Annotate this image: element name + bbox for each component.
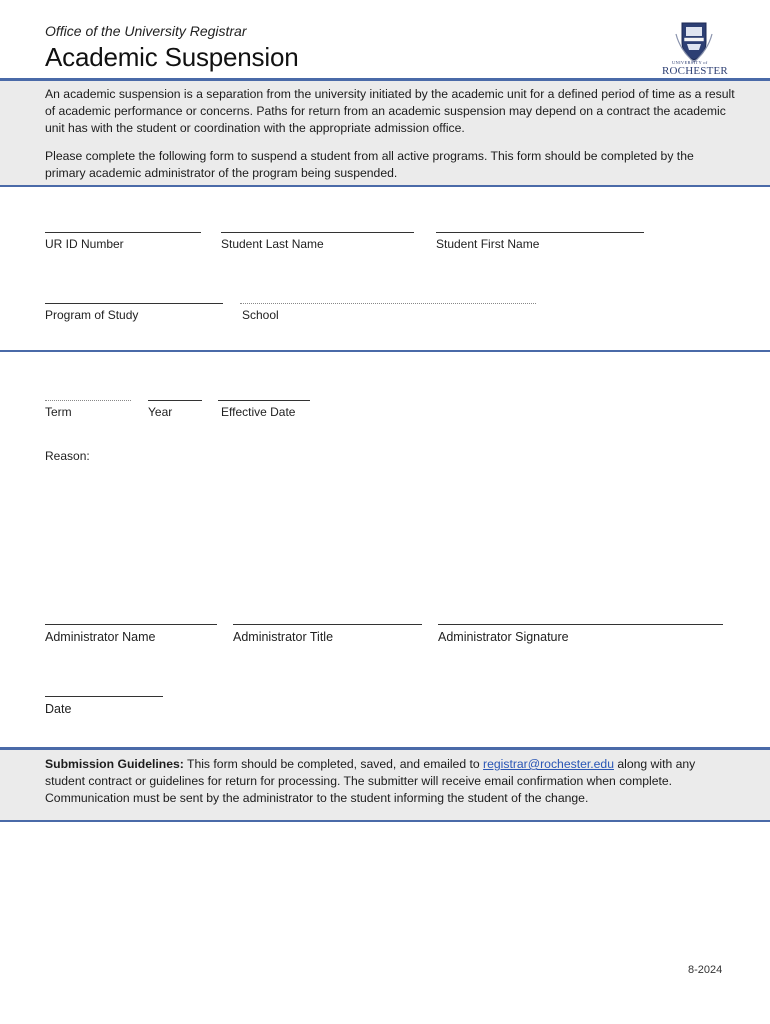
student-last-name-label: Student Last Name — [221, 237, 324, 251]
date-field[interactable] — [45, 684, 163, 716]
school-field[interactable] — [240, 291, 536, 322]
school-select[interactable] — [240, 303, 536, 304]
student-first-name-label: Student First Name — [436, 237, 540, 251]
administrator-name-line[interactable] — [45, 624, 217, 625]
intro-paragraph-2: Please complete the following form to suspend a student from all active programs. This form should be completed by the primary academic administrator of the program being suspended. — [45, 149, 694, 180]
administrator-signature-line[interactable] — [438, 624, 723, 625]
university-logo — [660, 20, 728, 78]
intro-paragraph-1: An academic suspension is a separation from the university initiated by the academic unit for a defined period of time as a result of academic performance or concerns. Paths for return from an academic suspension may depend on a contract the academic unit has with the student or coordination with the appropriate admission office. — [45, 87, 735, 135]
administrator-title-label: Administrator Title — [233, 630, 334, 644]
administrator-name-label: Administrator Name — [45, 630, 156, 644]
section-divider — [0, 350, 770, 352]
administrator-name-field[interactable] — [45, 612, 217, 644]
term-field[interactable] — [45, 388, 131, 419]
revision-date: 8-2024 — [688, 964, 723, 976]
effective-date-field[interactable] — [218, 388, 310, 419]
term-select[interactable] — [45, 400, 131, 401]
year-line[interactable] — [148, 400, 202, 401]
program-of-study-label: Program of Study — [45, 308, 139, 322]
student-first-name-field[interactable] — [436, 220, 644, 251]
student-last-name-line[interactable] — [221, 232, 414, 233]
administrator-signature-field[interactable] — [438, 612, 723, 644]
logo-text-main: ROCHESTER — [662, 65, 728, 77]
submission-text-before: This form should be completed, saved, and emailed to — [183, 757, 484, 771]
administrator-signature-label: Administrator Signature — [438, 630, 569, 644]
term-label: Term — [45, 405, 72, 419]
year-field[interactable] — [148, 388, 202, 419]
ur-id-line[interactable] — [45, 232, 201, 233]
submission-text-after: along with any student contract or guidelines for return for processing. The submitter will receive email confirmation when complete. Communication must be sent by the administrator to the student informing the student of the change. — [45, 757, 696, 805]
year-label: Year — [148, 405, 173, 419]
student-last-name-field[interactable] — [221, 220, 414, 251]
ur-id-label: UR ID Number — [45, 237, 124, 251]
date-line[interactable] — [45, 696, 163, 697]
registrar-email-link[interactable]: registrar@rochester.edu — [483, 757, 614, 771]
administrator-title-line[interactable] — [233, 624, 422, 625]
effective-date-line[interactable] — [218, 400, 310, 401]
submission-heading: Submission Guidelines: — [45, 757, 184, 771]
school-label: School — [242, 308, 279, 322]
program-of-study-field[interactable] — [45, 291, 223, 322]
program-of-study-line[interactable] — [45, 303, 223, 304]
student-first-name-line[interactable] — [436, 232, 644, 233]
form-title: Academic Suspension — [45, 42, 299, 72]
date-label: Date — [45, 702, 72, 716]
administrator-title-field[interactable] — [233, 612, 422, 644]
ur-id-field[interactable] — [45, 220, 201, 251]
reason-textarea[interactable] — [45, 468, 725, 598]
reason-label: Reason: — [45, 449, 90, 463]
effective-date-label: Effective Date — [221, 405, 296, 419]
logo-text-top: UNIVERSITY of — [672, 60, 708, 65]
office-name: Office of the University Registrar — [45, 23, 247, 39]
submission-guidelines — [45, 756, 725, 807]
